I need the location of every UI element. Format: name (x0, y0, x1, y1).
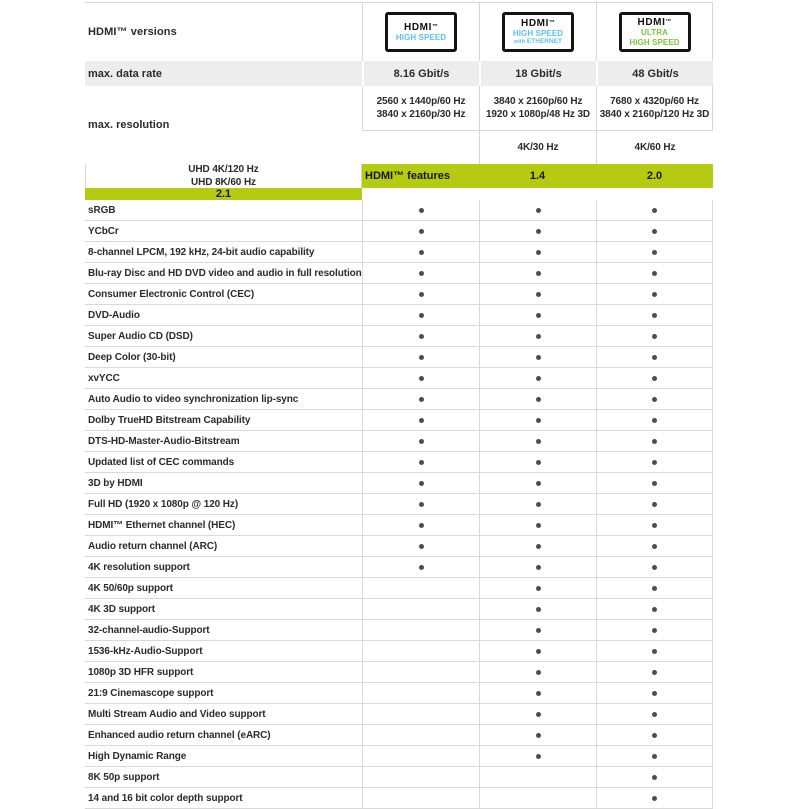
feature-label: Full HD (1920 x 1080p @ 120 Hz) (88, 498, 239, 510)
support-cell-hdmi20 (479, 704, 596, 724)
support-cell-hdmi20 (479, 200, 596, 220)
support-cell-hdmi20 (479, 599, 596, 619)
support-dot-icon (652, 439, 657, 444)
support-cell-hdmi21 (596, 725, 713, 745)
table-row (85, 326, 713, 347)
support-dot-icon (419, 208, 424, 213)
table-row (85, 242, 713, 263)
support-cell-hdmi14 (362, 683, 479, 703)
support-dot-icon (419, 565, 424, 570)
support-dot-icon (536, 670, 541, 675)
support-dot-icon (652, 565, 657, 570)
features-body (85, 200, 713, 809)
table-row (85, 284, 713, 305)
support-cell-hdmi14 (362, 263, 479, 283)
support-dot-icon (419, 523, 424, 528)
versions-row-label: HDMI™ versions (88, 26, 177, 38)
feature-label: High Dynamic Range (88, 750, 187, 762)
support-cell-hdmi20 (479, 536, 596, 556)
support-cell-hdmi14 (362, 305, 479, 325)
resolution-line: 2560 x 1440p/60 Hz (376, 96, 466, 107)
badge-ethernet-label: with ETHERNET (514, 38, 562, 46)
support-cell-hdmi20 (479, 557, 596, 577)
support-cell-hdmi14 (362, 410, 479, 430)
support-dot-icon (419, 481, 424, 486)
support-dot-icon (652, 334, 657, 339)
feature-label: Auto Audio to video synchronization lip-sync (88, 393, 299, 405)
support-dot-icon (536, 439, 541, 444)
support-cell-hdmi21 (596, 599, 713, 619)
support-cell-hdmi14 (362, 284, 479, 304)
badge-cell-ultra-high-speed (596, 3, 713, 61)
support-cell-hdmi14 (362, 494, 479, 514)
feature-label: 1536-kHz-Audio-Support (88, 645, 203, 657)
support-dot-icon (419, 313, 424, 318)
support-cell-hdmi14 (362, 557, 479, 577)
support-dot-icon (652, 229, 657, 234)
resolution-extra-hdmi21 (85, 164, 362, 188)
support-cell-hdmi21 (596, 452, 713, 472)
support-cell-hdmi14 (362, 536, 479, 556)
support-cell-hdmi20 (479, 431, 596, 451)
support-dot-icon (652, 775, 657, 780)
support-cell-hdmi20 (479, 515, 596, 535)
resolution-line: 4K/30 Hz (517, 142, 559, 153)
feature-label: 8-channel LPCM, 192 kHz, 24-bit audio capability (88, 246, 315, 258)
support-cell-hdmi14 (362, 389, 479, 409)
support-cell-hdmi20 (479, 305, 596, 325)
support-dot-icon (536, 418, 541, 423)
support-cell-hdmi20 (479, 473, 596, 493)
support-cell-hdmi20 (479, 662, 596, 682)
support-cell-hdmi21 (596, 767, 713, 787)
support-cell-hdmi21 (596, 620, 713, 640)
support-cell-hdmi14 (362, 515, 479, 535)
feature-label: sRGB (88, 204, 116, 216)
support-cell-hdmi14 (362, 200, 479, 220)
support-dot-icon (652, 376, 657, 381)
support-dot-icon (536, 208, 541, 213)
support-cell-hdmi14 (362, 452, 479, 472)
support-dot-icon (536, 544, 541, 549)
support-cell-hdmi21 (596, 683, 713, 703)
features-header-label: HDMI™ features (362, 164, 479, 188)
badge-speed-label: HIGH SPEED (395, 32, 447, 42)
support-dot-icon (419, 250, 424, 255)
table-row (85, 767, 713, 788)
table-row (85, 452, 713, 473)
support-dot-icon (536, 523, 541, 528)
resolution-value-hdmi14 (362, 86, 479, 131)
version-number-hdmi14: 1.4 (479, 164, 596, 188)
data-rate-row-label: max. data rate (85, 61, 362, 86)
support-cell-hdmi14 (362, 767, 479, 787)
feature-label: Updated list of CEC commands (88, 456, 235, 468)
feature-label: Deep Color (30-bit) (88, 351, 176, 363)
support-cell-hdmi20 (479, 725, 596, 745)
feature-label: 3D by HDMI (88, 477, 143, 489)
table-row (85, 305, 713, 326)
feature-label: Enhanced audio return channel (eARC) (88, 729, 271, 741)
support-cell-hdmi14 (362, 431, 479, 451)
support-cell-hdmi21 (596, 557, 713, 577)
table-row (85, 662, 713, 683)
resolution-line: 7680 x 4320p/60 Hz (610, 96, 699, 107)
feature-label: xvYCC (88, 372, 120, 384)
feature-label: 4K resolution support (88, 561, 190, 573)
resolution-value-hdmi21 (596, 86, 713, 131)
table-row (85, 746, 713, 767)
hdmi-logo-text: HDMI™ (521, 17, 555, 29)
feature-label: Super Audio CD (DSD) (88, 330, 193, 342)
table-row (85, 536, 713, 557)
support-dot-icon (652, 397, 657, 402)
table-row (85, 725, 713, 746)
support-cell-hdmi20 (479, 368, 596, 388)
support-cell-hdmi21 (596, 788, 713, 808)
support-dot-icon (536, 586, 541, 591)
badge-cell-high-speed-ethernet (479, 3, 596, 61)
table-row (85, 620, 713, 641)
resolution-extra-hdmi20 (596, 131, 713, 164)
support-dot-icon (652, 250, 657, 255)
support-cell-hdmi21 (596, 347, 713, 367)
support-dot-icon (419, 460, 424, 465)
support-dot-icon (536, 607, 541, 612)
resolution-line: 3840 x 2160p/30 Hz (376, 109, 466, 120)
feature-label: Audio return channel (ARC) (88, 540, 218, 552)
hdmi-logo-text: HDMI™ (637, 17, 672, 28)
support-dot-icon (536, 502, 541, 507)
hdmi-logo-text: HDMI™ (404, 21, 438, 33)
feature-label: DTS-HD-Master-Audio-Bitstream (88, 435, 240, 447)
support-dot-icon (536, 397, 541, 402)
support-dot-icon (652, 355, 657, 360)
table-row (85, 683, 713, 704)
support-dot-icon (536, 292, 541, 297)
support-dot-icon (419, 439, 424, 444)
support-cell-hdmi20 (479, 788, 596, 808)
support-dot-icon (536, 481, 541, 486)
support-cell-hdmi20 (479, 284, 596, 304)
support-cell-hdmi14 (362, 746, 479, 766)
support-cell-hdmi21 (596, 431, 713, 451)
support-dot-icon (419, 418, 424, 423)
table-row (85, 431, 713, 452)
support-cell-hdmi14 (362, 662, 479, 682)
badge-ultra-label: ULTRA (640, 28, 668, 37)
badge-speed-label: HIGH SPEED (629, 37, 680, 47)
table-row (85, 788, 713, 809)
table-row (85, 704, 713, 725)
support-dot-icon (652, 313, 657, 318)
table-row (85, 641, 713, 662)
table-row (85, 473, 713, 494)
table-row (85, 347, 713, 368)
support-cell-hdmi21 (596, 515, 713, 535)
feature-label: HDMI™ Ethernet channel (HEC) (88, 519, 236, 531)
support-dot-icon (536, 628, 541, 633)
feature-label: 8K 50p support (88, 771, 160, 783)
support-cell-hdmi14 (362, 347, 479, 367)
support-dot-icon (652, 649, 657, 654)
support-cell-hdmi21 (596, 389, 713, 409)
support-cell-hdmi21 (596, 263, 713, 283)
support-cell-hdmi14 (362, 641, 479, 661)
support-dot-icon (652, 586, 657, 591)
support-cell-hdmi14 (362, 326, 479, 346)
support-dot-icon (652, 271, 657, 276)
feature-label: Dolby TrueHD Bitstream Capability (88, 414, 251, 426)
support-cell-hdmi14 (362, 368, 479, 388)
badge-cell-high-speed (362, 3, 479, 61)
support-cell-hdmi21 (596, 410, 713, 430)
support-cell-hdmi21 (596, 221, 713, 241)
support-dot-icon (419, 292, 424, 297)
support-cell-hdmi20 (479, 641, 596, 661)
support-dot-icon (536, 376, 541, 381)
support-cell-hdmi20 (479, 746, 596, 766)
hdmi-high-speed-logo-icon (385, 12, 457, 52)
support-dot-icon (536, 355, 541, 360)
table-row (85, 263, 713, 284)
support-dot-icon (419, 397, 424, 402)
support-cell-hdmi20 (479, 389, 596, 409)
hdmi-comparison-table (85, 2, 713, 809)
support-cell-hdmi21 (596, 368, 713, 388)
support-cell-hdmi14 (362, 242, 479, 262)
support-dot-icon (536, 313, 541, 318)
resolution-line: 3840 x 2160p/120 Hz 3D (599, 109, 710, 120)
support-cell-hdmi20 (479, 410, 596, 430)
table-row (85, 494, 713, 515)
support-dot-icon (652, 502, 657, 507)
table-row (85, 368, 713, 389)
support-cell-hdmi20 (479, 326, 596, 346)
hdmi-ultra-high-speed-logo-icon (619, 12, 691, 52)
feature-label: 4K 50/60p support (88, 582, 173, 594)
support-cell-hdmi14 (362, 599, 479, 619)
support-cell-hdmi14 (362, 578, 479, 598)
support-cell-hdmi20 (479, 263, 596, 283)
support-dot-icon (652, 712, 657, 717)
support-dot-icon (652, 292, 657, 297)
support-cell-hdmi21 (596, 242, 713, 262)
feature-label: Blu-ray Disc and HD DVD video and audio in full resolution (88, 267, 362, 279)
support-dot-icon (652, 418, 657, 423)
support-cell-hdmi21 (596, 473, 713, 493)
support-cell-hdmi14 (362, 221, 479, 241)
support-cell-hdmi21 (596, 578, 713, 598)
support-cell-hdmi14 (362, 620, 479, 640)
support-cell-hdmi20 (479, 347, 596, 367)
feature-label: 4K 3D support (88, 603, 156, 615)
support-dot-icon (652, 733, 657, 738)
resolution-value-hdmi20 (479, 86, 596, 131)
version-number-hdmi20: 2.0 (596, 164, 713, 188)
table-row (85, 389, 713, 410)
resolution-line: 1920 x 1080p/48 Hz 3D (485, 109, 591, 120)
table-row (85, 221, 713, 242)
support-dot-icon (536, 733, 541, 738)
support-cell-hdmi21 (596, 305, 713, 325)
feature-label: YCbCr (88, 225, 119, 237)
resolution-line: 3840 x 2160p/60 Hz (493, 96, 583, 107)
table-row (85, 410, 713, 431)
support-cell-hdmi20 (479, 620, 596, 640)
support-dot-icon (419, 502, 424, 507)
support-dot-icon (652, 523, 657, 528)
support-dot-icon (652, 460, 657, 465)
support-cell-hdmi20 (479, 683, 596, 703)
support-cell-hdmi21 (596, 200, 713, 220)
support-cell-hdmi20 (479, 494, 596, 514)
feature-label: Multi Stream Audio and Video support (88, 708, 266, 720)
support-dot-icon (652, 628, 657, 633)
table-row (85, 557, 713, 578)
support-dot-icon (536, 334, 541, 339)
support-dot-icon (419, 271, 424, 276)
support-cell-hdmi20 (479, 452, 596, 472)
support-cell-hdmi20 (479, 767, 596, 787)
support-cell-hdmi21 (596, 536, 713, 556)
support-dot-icon (419, 334, 424, 339)
support-dot-icon (652, 754, 657, 759)
support-dot-icon (652, 670, 657, 675)
support-dot-icon (536, 229, 541, 234)
support-dot-icon (536, 460, 541, 465)
support-dot-icon (652, 544, 657, 549)
support-cell-hdmi14 (362, 704, 479, 724)
resolution-line: 4K/60 Hz (634, 142, 676, 153)
support-cell-hdmi20 (479, 578, 596, 598)
table-row (85, 200, 713, 221)
support-dot-icon (419, 229, 424, 234)
support-dot-icon (419, 544, 424, 549)
support-cell-hdmi14 (362, 725, 479, 745)
support-dot-icon (536, 250, 541, 255)
resolution-extra-hdmi14 (479, 131, 596, 164)
feature-label: Consumer Electronic Control (CEC) (88, 288, 255, 300)
feature-label: 21:9 Cinemascope support (88, 687, 214, 699)
support-cell-hdmi14 (362, 788, 479, 808)
feature-label: 1080p 3D HFR support (88, 666, 194, 678)
resolution-row-label: max. resolution (88, 119, 170, 131)
support-cell-hdmi21 (596, 494, 713, 514)
support-cell-hdmi21 (596, 662, 713, 682)
support-dot-icon (652, 607, 657, 612)
support-cell-hdmi20 (479, 221, 596, 241)
support-dot-icon (536, 712, 541, 717)
support-dot-icon (536, 754, 541, 759)
support-dot-icon (652, 481, 657, 486)
support-cell-hdmi21 (596, 326, 713, 346)
feature-label: 32-channel-audio-Support (88, 624, 210, 636)
version-number-hdmi21: 2.1 (85, 188, 362, 200)
data-rate-value-hdmi20: 18 Gbit/s (479, 61, 596, 86)
data-rate-value-hdmi21: 48 Gbit/s (596, 61, 713, 86)
support-dot-icon (536, 271, 541, 276)
support-dot-icon (536, 691, 541, 696)
support-cell-hdmi21 (596, 641, 713, 661)
badge-speed-label: HIGH SPEED (512, 28, 564, 38)
support-dot-icon (419, 376, 424, 381)
support-dot-icon (536, 565, 541, 570)
data-rate-value-hdmi14: 8.16 Gbit/s (362, 61, 479, 86)
resolution-line: UHD 4K/120 Hz (188, 164, 259, 175)
feature-label: 14 and 16 bit color depth support (88, 792, 243, 804)
support-cell-hdmi20 (479, 242, 596, 262)
support-cell-hdmi21 (596, 704, 713, 724)
support-cell-hdmi14 (362, 473, 479, 493)
support-cell-hdmi21 (596, 746, 713, 766)
table-header-section (85, 3, 713, 200)
feature-label: DVD-Audio (88, 309, 140, 321)
support-cell-hdmi21 (596, 284, 713, 304)
table-row (85, 599, 713, 620)
support-dot-icon (419, 355, 424, 360)
resolution-line: UHD 8K/60 Hz (191, 177, 256, 188)
table-row (85, 578, 713, 599)
hdmi-high-speed-ethernet-logo-icon (502, 12, 574, 52)
table-row (85, 515, 713, 536)
support-dot-icon (652, 208, 657, 213)
support-dot-icon (536, 649, 541, 654)
support-dot-icon (652, 691, 657, 696)
